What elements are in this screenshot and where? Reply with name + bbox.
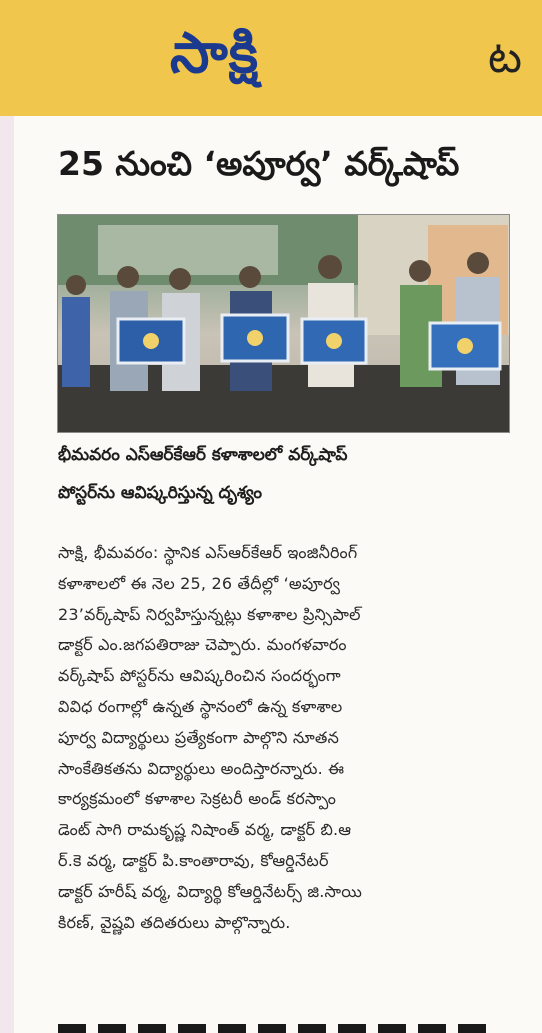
masthead-title: సాక్షి [170, 21, 259, 86]
body-line: వర్క్‌షాప్ పోస్టర్‌ను ఆవిష్కరించిన సందర్భంగా [58, 666, 341, 686]
body-line: సాంకేతికతను విద్యార్థులు అందిస్తారన్నారు. ఈ [58, 758, 345, 778]
body-line: పూర్వ విద్యార్థులు ప్రత్యేకంగా పాల్గొని నూతన [58, 727, 340, 747]
article-headline: 25 నుంచి ‘అపూర్వ’ వర్క్‌షాప్ [58, 144, 460, 183]
body-line: ర్.కె వర్మ, డాక్టర్ పి.కాంతారావు, కోఆర్డినేటర్ [58, 850, 329, 870]
left-margin-strip [0, 116, 14, 1033]
body-line: కిరణ్, వైష్ణవి తదితరులు పాల్గొన్నారు. [58, 912, 291, 932]
body-line: 23’వర్క్‌షాప్ నిర్వహిస్తున్నట్లు కళాశాల ప్రిన్సిపాల్ [58, 604, 361, 624]
body-line: డాక్టర్ ఎం.జగపతిరాజు చెప్పారు. మంగళవారం [58, 635, 347, 655]
body-line: డెంట్ సాగి రామకృష్ణ నిషాంత్ వర్మ, డాక్టర్ బి.ఆ [58, 820, 352, 840]
next-article-headline-cropped [58, 1018, 498, 1033]
body-line: వివిధ రంగాల్లో ఉన్నత స్థానంలో ఉన్న కళాశాల [58, 696, 343, 716]
masthead-edge-glyph: ట [488, 32, 522, 83]
newspaper-masthead [0, 0, 542, 116]
body-line: సాక్షి, భీమవరం: స్థానిక ఎస్‌ఆర్‌కేఆర్ ఇంజినీరింగ్ [58, 543, 358, 562]
body-line: డాక్టర్ హరీష్ వర్మ, విద్యార్థి కోఆర్డినేటర్స్ జి.సాయి [58, 881, 363, 901]
body-line: కార్యక్రమంలో కళాశాల సెక్రటరీ అండ్ కరస్పాం [58, 789, 337, 809]
photo-caption [58, 436, 528, 516]
caption-line: భీమవరం ఎస్‌ఆర్‌కేఆర్ కళాశాలలో వర్క్‌షాప్ [58, 445, 348, 465]
body-line: కళాశాలలో ఈ నెల 25, 26 తేదీల్లో ‘అపూర్వ [58, 573, 341, 593]
group-photo-icon [58, 215, 509, 432]
caption-line: పోస్టర్‌ను ఆవిష్కరిస్తున్న దృశ్యం [58, 483, 263, 503]
article-body [58, 538, 528, 1008]
article-photo [57, 214, 510, 433]
